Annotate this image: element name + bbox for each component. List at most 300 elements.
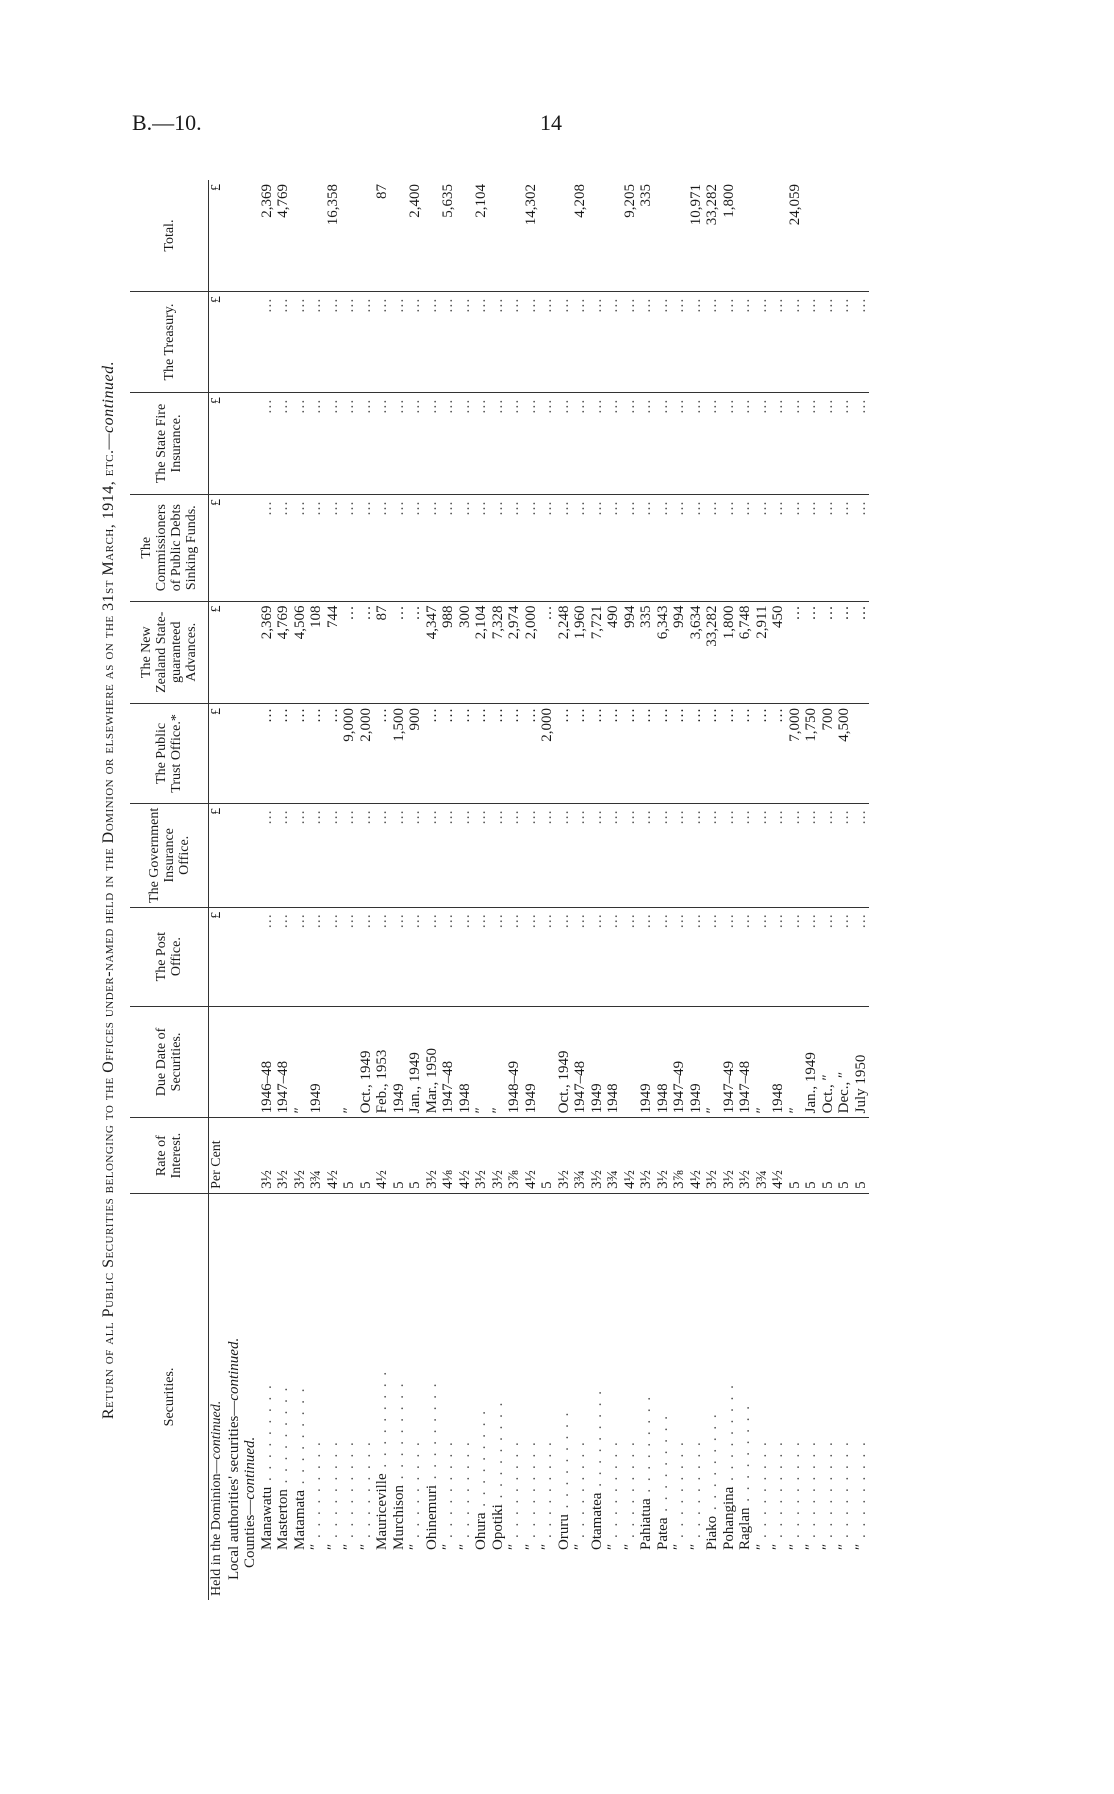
- post-office-cell: …: [374, 907, 391, 1006]
- gov-insurance-cell: …: [622, 803, 639, 907]
- security-name: Ohura . . . . . . . . .: [473, 1193, 490, 1600]
- currency-post: £: [209, 907, 226, 1006]
- advances-cell: 4,506: [292, 601, 309, 703]
- advances-cell: 2,911: [754, 601, 771, 703]
- table-row: [506, 180, 523, 1600]
- advances-cell: 2,369: [259, 601, 276, 703]
- treasury-cell: …: [407, 292, 424, 393]
- security-name: ″ . . . . . . . . .: [803, 1193, 820, 1600]
- security-name: ″ . . . . . . . . .: [506, 1193, 523, 1600]
- rate-cell: 5: [407, 1118, 424, 1194]
- advances-cell: 108: [308, 601, 325, 703]
- public-trust-cell: …: [457, 703, 474, 803]
- public-trust-cell: …: [374, 703, 391, 803]
- header-state-fire: The State Fire Insurance.: [130, 393, 209, 495]
- commissioners-cell: …: [341, 494, 358, 601]
- treasury-cell: …: [688, 292, 705, 393]
- post-office-cell: …: [275, 907, 292, 1006]
- treasury-cell: …: [704, 292, 721, 393]
- security-name: ″ . . . . . . . . .: [341, 1193, 358, 1600]
- post-office-cell: …: [704, 907, 721, 1006]
- gov-insurance-cell: …: [424, 803, 441, 907]
- treasury-cell: …: [292, 292, 309, 393]
- post-office-cell: …: [506, 907, 523, 1006]
- commissioners-cell: …: [440, 494, 457, 601]
- total-cell: [457, 180, 474, 292]
- security-name: ″ . . . . . . . . .: [770, 1193, 787, 1600]
- commissioners-cell: …: [473, 494, 490, 601]
- header-total: Total.: [130, 180, 209, 292]
- treasury-cell: …: [259, 292, 276, 393]
- state-fire-cell: …: [407, 393, 424, 495]
- section-row: [226, 180, 243, 1600]
- gov-insurance-cell: …: [506, 803, 523, 907]
- total-cell: [770, 180, 787, 292]
- total-cell: [308, 180, 325, 292]
- gov-insurance-cell: …: [803, 803, 820, 907]
- table-row: [803, 180, 820, 1600]
- security-name: ″ . . . . . . . . .: [622, 1193, 639, 1600]
- post-office-cell: …: [572, 907, 589, 1006]
- rate-cell: 5: [391, 1118, 408, 1194]
- table-row: [589, 180, 606, 1600]
- total-cell: 1,800: [720, 184, 737, 218]
- rate-cell: 3½: [655, 1118, 672, 1194]
- security-name: ″ . . . . . . . . .: [539, 1193, 556, 1600]
- rotated-table-block: [100, 180, 1000, 1600]
- total-cell: [737, 180, 754, 292]
- table-row: [704, 180, 721, 1600]
- table-row: [754, 180, 771, 1600]
- rate-cell: 3½: [704, 1118, 721, 1194]
- state-fire-cell: …: [308, 393, 325, 495]
- commissioners-cell: …: [655, 494, 672, 601]
- commissioners-cell: …: [688, 494, 705, 601]
- commissioners-cell: …: [754, 494, 771, 601]
- rate-cell: 4⅛: [440, 1118, 457, 1194]
- advances-cell: …: [820, 601, 837, 703]
- table-row: [671, 180, 688, 1600]
- due-cell: ″: [754, 1006, 771, 1118]
- public-trust-cell: …: [589, 703, 606, 803]
- due-cell: July 1950: [853, 1006, 870, 1118]
- gov-insurance-cell: …: [407, 803, 424, 907]
- table-row: [275, 180, 292, 1600]
- commissioners-cell: …: [506, 494, 523, 601]
- state-fire-cell: …: [638, 393, 655, 495]
- due-cell: Mar., 1950: [424, 1006, 441, 1118]
- state-fire-cell: …: [523, 393, 540, 495]
- due-cell: 1948–49: [506, 1006, 523, 1118]
- table-row: [688, 180, 705, 1600]
- advances-cell: 335: [638, 601, 655, 703]
- total-cell: [358, 180, 375, 292]
- commissioners-cell: …: [374, 494, 391, 601]
- table-row: [820, 180, 837, 1600]
- commissioners-cell: …: [605, 494, 622, 601]
- state-fire-cell: …: [787, 393, 804, 495]
- security-name: ″ . . . . . . . . .: [754, 1193, 771, 1600]
- state-fire-cell: …: [853, 393, 870, 495]
- header-due-date: Due Date of Securities.: [130, 1006, 209, 1118]
- public-trust-cell: …: [259, 703, 276, 803]
- treasury-cell: …: [589, 292, 606, 393]
- gov-insurance-cell: …: [539, 803, 556, 907]
- advances-cell: 87: [374, 601, 391, 703]
- rate-cell: 3½: [473, 1118, 490, 1194]
- rate-cell: 4½: [770, 1118, 787, 1194]
- treasury-cell: …: [853, 292, 870, 393]
- table-row: [391, 180, 408, 1600]
- security-name: ″ . . . . . . . . .: [457, 1193, 474, 1600]
- advances-cell: 2,104: [473, 601, 490, 703]
- security-name: ″ . . . . . . . . .: [853, 1193, 870, 1600]
- due-cell: 1947–48: [275, 1006, 292, 1118]
- due-cell: [325, 1006, 342, 1118]
- state-fire-cell: …: [737, 393, 754, 495]
- security-name: ″ . . . . . . . . .: [440, 1193, 457, 1600]
- rate-cell: 3½: [259, 1118, 276, 1194]
- commissioners-cell: …: [803, 494, 820, 601]
- public-trust-cell: …: [704, 703, 721, 803]
- advances-cell: 1,800: [721, 601, 738, 703]
- post-office-cell: …: [358, 907, 375, 1006]
- table-row: [572, 180, 589, 1600]
- treasury-cell: …: [490, 292, 507, 393]
- page-number: 14: [540, 110, 562, 135]
- gov-insurance-cell: …: [259, 803, 276, 907]
- treasury-cell: …: [836, 292, 853, 393]
- public-trust-cell: …: [523, 703, 540, 803]
- security-name: Pahiatua . . . . . . . . .: [638, 1193, 655, 1600]
- state-fire-cell: …: [836, 393, 853, 495]
- header-securities: Securities.: [130, 1193, 209, 1600]
- post-office-cell: …: [770, 907, 787, 1006]
- public-trust-cell: …: [605, 703, 622, 803]
- state-fire-cell: …: [424, 393, 441, 495]
- table-row: [325, 180, 342, 1600]
- total-cell: [754, 180, 771, 292]
- advances-cell: 4,769: [275, 601, 292, 703]
- due-cell: 1947–48: [572, 1006, 589, 1118]
- state-fire-cell: …: [770, 393, 787, 495]
- state-fire-cell: …: [358, 393, 375, 495]
- state-fire-cell: …: [671, 393, 688, 495]
- advances-cell: 6,748: [737, 601, 754, 703]
- security-name: ″ . . . . . . . . .: [836, 1193, 853, 1600]
- section-local: Local authorities' securities—continued.: [226, 1193, 243, 1600]
- due-cell: ″: [704, 1006, 721, 1118]
- public-trust-cell: …: [308, 703, 325, 803]
- post-office-cell: …: [539, 907, 556, 1006]
- commissioners-cell: …: [638, 494, 655, 601]
- public-trust-cell: …: [325, 703, 342, 803]
- state-fire-cell: …: [572, 393, 589, 495]
- due-cell: [539, 1006, 556, 1118]
- security-name: ″ . . . . . . . . .: [523, 1193, 540, 1600]
- treasury-cell: …: [605, 292, 622, 393]
- due-cell: Feb., 1953: [374, 1006, 391, 1118]
- treasury-cell: …: [457, 292, 474, 393]
- header-government-insurance: The Government Insurance Office.: [130, 803, 209, 907]
- rate-cell: 5: [820, 1118, 837, 1194]
- commissioners-cell: …: [539, 494, 556, 601]
- total-cell: 5,635: [440, 184, 456, 218]
- gov-insurance-cell: …: [490, 803, 507, 907]
- commissioners-cell: …: [820, 494, 837, 601]
- due-cell: 1949: [589, 1006, 606, 1118]
- due-cell: ″: [473, 1006, 490, 1118]
- gov-insurance-cell: …: [275, 803, 292, 907]
- security-name: Patea . . . . . . . . .: [655, 1193, 672, 1600]
- total-cell: 33,282: [704, 184, 720, 226]
- total-cell: [341, 180, 358, 292]
- table-row: [655, 180, 672, 1600]
- currency-trust: £: [209, 703, 226, 803]
- total-cell: 9,205: [621, 184, 638, 218]
- public-trust-cell: 2,000: [539, 703, 556, 803]
- total-cell: [589, 180, 606, 292]
- due-cell: 1948: [655, 1006, 672, 1118]
- total-cell: [853, 180, 870, 292]
- advances-cell: 490: [605, 601, 622, 703]
- rate-cell: 3½: [275, 1118, 292, 1194]
- gov-insurance-cell: …: [440, 803, 457, 907]
- commissioners-cell: …: [556, 494, 573, 601]
- advances-cell: …: [407, 601, 424, 703]
- post-office-cell: …: [820, 907, 837, 1006]
- header-commissioners: The Commissioners of Public Debts Sinking Funds.: [130, 494, 209, 601]
- commissioners-cell: …: [407, 494, 424, 601]
- section-row: [242, 180, 259, 1600]
- commissioners-cell: …: [308, 494, 325, 601]
- commissioners-cell: …: [391, 494, 408, 601]
- public-trust-cell: 900: [407, 703, 424, 803]
- treasury-cell: …: [622, 292, 639, 393]
- gov-insurance-cell: …: [853, 803, 870, 907]
- state-fire-cell: …: [803, 393, 820, 495]
- treasury-cell: …: [325, 292, 342, 393]
- table-row: [556, 180, 573, 1600]
- public-trust-cell: 2,000: [358, 703, 375, 803]
- state-fire-cell: …: [473, 393, 490, 495]
- state-fire-cell: …: [259, 393, 276, 495]
- public-trust-cell: …: [671, 703, 688, 803]
- state-fire-cell: …: [754, 393, 771, 495]
- gov-insurance-cell: …: [292, 803, 309, 907]
- total-cell: 2,369: [258, 184, 275, 218]
- advances-cell: …: [853, 601, 870, 703]
- advances-cell: …: [803, 601, 820, 703]
- rate-cell: 3½: [556, 1118, 573, 1194]
- treasury-cell: …: [754, 292, 771, 393]
- security-name: ″ . . . . . . . . .: [308, 1193, 325, 1600]
- advances-cell: 744: [325, 601, 342, 703]
- rate-cell: 4½: [688, 1118, 705, 1194]
- rate-cell: 3¾: [572, 1118, 589, 1194]
- post-office-cell: …: [589, 907, 606, 1006]
- security-name: ″ . . . . . . . . .: [407, 1193, 424, 1600]
- table-row: [457, 180, 474, 1600]
- gov-insurance-cell: …: [374, 803, 391, 907]
- rate-cell: 3½: [638, 1118, 655, 1194]
- security-name: ″ . . . . . . . . .: [787, 1193, 804, 1600]
- post-office-cell: …: [407, 907, 424, 1006]
- state-fire-cell: …: [589, 393, 606, 495]
- due-cell: 1949: [638, 1006, 655, 1118]
- advances-cell: 450: [770, 601, 787, 703]
- commissioners-cell: …: [704, 494, 721, 601]
- commissioners-cell: …: [490, 494, 507, 601]
- post-office-cell: …: [836, 907, 853, 1006]
- public-trust-cell: [853, 703, 870, 803]
- state-fire-cell: …: [556, 393, 573, 495]
- treasury-cell: …: [803, 292, 820, 393]
- security-name: Murchison . . . . . . . . .: [391, 1193, 408, 1600]
- commissioners-cell: …: [259, 494, 276, 601]
- treasury-cell: …: [391, 292, 408, 393]
- advances-cell: 33,282: [704, 601, 721, 703]
- gov-insurance-cell: …: [572, 803, 589, 907]
- commissioners-cell: …: [770, 494, 787, 601]
- table-row: [770, 180, 787, 1600]
- table-row: [440, 180, 457, 1600]
- table-row: [737, 180, 754, 1600]
- table-row: [853, 180, 870, 1600]
- due-cell: 1948: [457, 1006, 474, 1118]
- table-row: [605, 180, 622, 1600]
- treasury-cell: …: [737, 292, 754, 393]
- header-row: [130, 180, 209, 1600]
- treasury-cell: …: [506, 292, 523, 393]
- total-cell: [820, 180, 837, 292]
- post-office-cell: …: [754, 907, 771, 1006]
- due-cell: 1948: [770, 1006, 787, 1118]
- state-fire-cell: …: [506, 393, 523, 495]
- state-fire-cell: …: [374, 393, 391, 495]
- post-office-cell: …: [556, 907, 573, 1006]
- security-name: Mauriceville . . . . . . . . .: [374, 1193, 391, 1600]
- post-office-cell: …: [721, 907, 738, 1006]
- currency-adv: £: [209, 601, 226, 703]
- table-row: [490, 180, 507, 1600]
- state-fire-cell: …: [688, 393, 705, 495]
- due-cell: Oct., ″: [820, 1006, 837, 1118]
- advances-cell: 3,634: [688, 601, 705, 703]
- table-row: [308, 180, 325, 1600]
- public-trust-cell: 7,000: [787, 703, 804, 803]
- rate-cell: 4½: [457, 1118, 474, 1194]
- advances-cell: 6,343: [655, 601, 672, 703]
- rate-cell: 3¾: [605, 1118, 622, 1194]
- advances-cell: 1,960: [572, 601, 589, 703]
- gov-insurance-cell: …: [671, 803, 688, 907]
- due-cell: ″: [341, 1006, 358, 1118]
- table-title: Return of all Public Securities belonging to the Offices under-named held in the Dominion or elsewhere as on the 31st March, 1914, etc.—continued.: [100, 360, 117, 1420]
- public-trust-cell: …: [275, 703, 292, 803]
- treasury-cell: …: [473, 292, 490, 393]
- treasury-cell: …: [374, 292, 391, 393]
- advances-cell: …: [358, 601, 375, 703]
- public-trust-cell: …: [770, 703, 787, 803]
- commissioners-cell: …: [424, 494, 441, 601]
- security-name: ″ . . . . . . . . .: [688, 1193, 705, 1600]
- advances-cell: …: [539, 601, 556, 703]
- total-cell: [605, 180, 622, 292]
- total-cell: 335: [638, 184, 654, 207]
- header-rate: Rate of Interest.: [130, 1118, 209, 1194]
- total-cell: 4,208: [572, 184, 588, 218]
- gov-insurance-cell: …: [688, 803, 705, 907]
- rate-cell: 3½: [424, 1118, 441, 1194]
- rate-cell: 4½: [523, 1118, 540, 1194]
- public-trust-cell: …: [556, 703, 573, 803]
- table-row: [622, 180, 639, 1600]
- rate-cell: 5: [539, 1118, 556, 1194]
- total-cell: 2,400: [407, 184, 423, 218]
- table-row: [341, 180, 358, 1600]
- table-row: [358, 180, 375, 1600]
- public-trust-cell: 700: [820, 703, 837, 803]
- table-row: [424, 180, 441, 1600]
- public-trust-cell: …: [721, 703, 738, 803]
- public-trust-cell: …: [292, 703, 309, 803]
- gov-insurance-cell: …: [836, 803, 853, 907]
- gov-insurance-cell: …: [556, 803, 573, 907]
- public-trust-cell: …: [737, 703, 754, 803]
- section-counties: Counties—continued.: [242, 1193, 259, 1600]
- treasury-cell: …: [787, 292, 804, 393]
- commissioners-cell: …: [721, 494, 738, 601]
- rate-cell: 5: [787, 1118, 804, 1194]
- commissioners-cell: …: [572, 494, 589, 601]
- post-office-cell: …: [473, 907, 490, 1006]
- state-fire-cell: …: [440, 393, 457, 495]
- post-office-cell: …: [325, 907, 342, 1006]
- rate-cell: 3½: [490, 1118, 507, 1194]
- treasury-cell: …: [770, 292, 787, 393]
- commissioners-cell: …: [589, 494, 606, 601]
- state-fire-cell: …: [457, 393, 474, 495]
- rate-cell: 3¾: [308, 1118, 325, 1194]
- security-name: Piako . . . . . . . . .: [704, 1193, 721, 1600]
- treasury-cell: …: [572, 292, 589, 393]
- public-trust-cell: …: [506, 703, 523, 803]
- gov-insurance-cell: …: [704, 803, 721, 907]
- security-name: Pohangina . . . . . . . . .: [721, 1193, 738, 1600]
- commissioners-cell: …: [358, 494, 375, 601]
- treasury-cell: …: [721, 292, 738, 393]
- post-office-cell: …: [523, 907, 540, 1006]
- treasury-cell: …: [358, 292, 375, 393]
- treasury-cell: …: [556, 292, 573, 393]
- public-trust-cell: 4,500: [836, 703, 853, 803]
- security-name: ″ . . . . . . . . .: [572, 1193, 589, 1600]
- state-fire-cell: …: [622, 393, 639, 495]
- advances-cell: 994: [622, 601, 639, 703]
- advances-cell: 300: [457, 601, 474, 703]
- post-office-cell: …: [622, 907, 639, 1006]
- table-row: [407, 180, 424, 1600]
- gov-insurance-cell: …: [787, 803, 804, 907]
- due-cell: [622, 1006, 639, 1118]
- commissioners-cell: …: [622, 494, 639, 601]
- treasury-cell: …: [671, 292, 688, 393]
- security-name: Manawatu . . . . . . . . .: [259, 1193, 276, 1600]
- rate-cell: 5: [836, 1118, 853, 1194]
- gov-insurance-cell: …: [737, 803, 754, 907]
- table-row: [259, 180, 276, 1600]
